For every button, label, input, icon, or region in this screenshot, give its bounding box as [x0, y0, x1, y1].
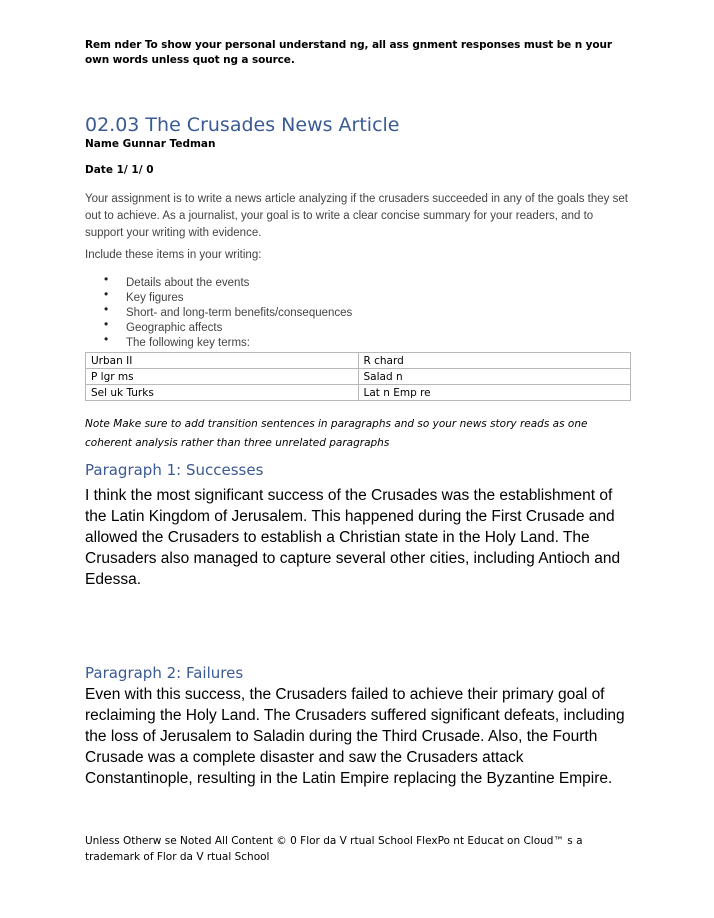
table-cell: Sel uk Turks [86, 385, 359, 401]
bullet-icon: • [104, 302, 109, 316]
table-cell: Lat n Emp re [358, 385, 631, 401]
list-item: • Details about the events [104, 272, 250, 289]
paragraph2-heading: Paragraph 2: Failures [85, 664, 244, 682]
date-line: Date 1/ 1/ 0 [85, 164, 154, 176]
table-row [86, 369, 631, 385]
table-cell: Urban II [86, 353, 359, 369]
list-item: • The following key terms: [104, 332, 250, 349]
footer-copyright: Unless Otherw se Noted All Content © 0 Flor da V rtual School FlexPo nt Educat on Cloud™ s a trademark of Flor da V rtual School [85, 835, 583, 863]
reminder-text: Rem nder To show your personal understand ng, all ass gnment responses must be n your own words unless quot ng a source. [85, 39, 612, 66]
include-label: Include these items in your writing: [85, 249, 262, 261]
paragraph2-body: Even with this success, the Crusaders failed to achieve their primary goal of reclaiming the Holy Land. The Crusaders suffered significant defeats, including the loss of Jerusalem to Saladin during the Third Crusade. Also, the Fourth Crusade was a complete disaster and saw the Crusaders attack Constantinople, resulting in the Latin Empire replacing the Byzantine Empire. [85, 686, 625, 787]
table-cell: P lgr ms [86, 369, 359, 385]
paragraph1-body: I think the most significant success of the Crusades was the establishment of the Latin Kingdom of Jerusalem. This happened during the First Crusade and allowed the Crusaders to establish a Christian state in the Holy Land. The Crusaders also managed to capture several other cities, including Antioch and Edessa. [85, 487, 621, 588]
bullet-icon: • [104, 272, 109, 286]
key-terms-table [85, 352, 631, 401]
name-line: Name Gunnar Tedman [85, 138, 216, 150]
paragraph1-heading: Paragraph 1: Successes [85, 461, 264, 479]
table-row [86, 353, 631, 369]
requirements-list [104, 272, 353, 351]
list-item: • Short- and long-term benefits/consequences [104, 302, 353, 319]
assignment-intro: Your assignment is to write a news article analyzing if the crusaders succeeded in any of the goals they set out to achieve. As a journalist, your goal is to write a clear concise summary for your readers, and to support your writing with evidence. [85, 193, 628, 239]
document-title: 02.03 The Crusades News Article [85, 114, 400, 136]
bullet-icon: • [104, 332, 109, 346]
table-row [86, 385, 631, 401]
transition-note: Note Make sure to add transition sentences in paragraphs and so your news story reads as one coherent analysis rather than three unrelated paragraphs [85, 418, 588, 449]
list-item: • Geographic affects [104, 317, 223, 334]
bullet-icon: • [104, 287, 109, 301]
list-item: • Key figures [104, 287, 184, 304]
table-cell: Salad n [358, 369, 631, 385]
table-cell: R chard [358, 353, 631, 369]
bullet-icon: • [104, 317, 109, 331]
